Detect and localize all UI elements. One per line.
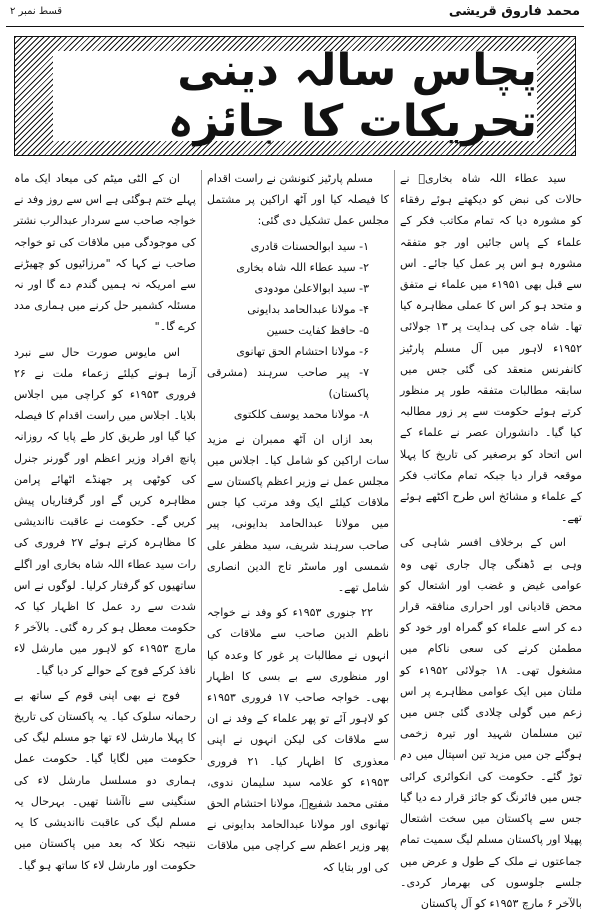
- paragraph: فوج نے بھی اپنی قوم کے ساتھ بے رحمانہ سلوک کیا۔ یہ پاکستان کی تاریخ کا پہلا مارشل لاء تھا جو مسلم لیگ کی حکومت میں لگایا گیا۔ حکومت عمل ہماری دو مسلسل مارشل لاء کی سنگینی سے ناآشنا تھیں۔ بہرحال یہ مسلم لیگ کی عاقبت نااندیشی کا یہ نتیجہ نکلا کہ بعد میں پاکستان میں حکومت اور مارشل لاء کا ساتھ ہو گیا۔: [14, 688, 196, 872]
- paragraph: ان کے الٹی میٹم کی میعاد ایک ماہ پہلے ختم ہوگئی ہے اس سے روز وفد نے خواجہ صاحب سے سردار عبدالرب نشتر کی موجودگی میں ملاقات کی تو خواجہ صاحب نے کہا کہ "مرزائیوں کو چھیڑنے سے امریکہ نہ ہمیں گندم دے گا اور نہ مسئلہ کشمیر حل کرنے میں ہماری مدد کرے گا۔": [14, 172, 196, 334]
- column-divider: [201, 170, 202, 760]
- article-body: [8, 168, 582, 910]
- list-item: ۷- پیر صاحب سرہند (مشرقی پاکستان): [207, 365, 369, 400]
- header-rule: [6, 26, 584, 27]
- list-item: ۴- مولانا عبدالحامد بدایونی: [247, 302, 369, 316]
- paragraph: سید عطاء اللہ شاہ بخاریؒ نے حالات کی نبض کو دیکھتے ہوئے رفقاء کو مشورہ دیا کہ تمام مکاتب فکر کے علماء کے پاس جائیں اور جو متفقہ مشورہ ہو اس پر عمل کیا جائے۔ اس سے قبل بھی ۱۹۵۱ء میں علماء نے متفق و متحد ہو کر اس کا عملی مظاہرہ کیا تھا۔ شاہ جی کی ہدایت پر ۱۳ جولائی ۱۹۵۲ء لاہور میں آل مسلم پارٹیز کانفرنس منعقد کی گئی جس میں سابقہ مطالبات متفقہ طور پر منظور کرتے ہوئے حکومت سے پر زور مطالبہ کیا گیا۔ دانشوران عصر نے علماء کے اس اتحاد کو برصغیر کی تاریخ کا پہلا موقعہ قرار دیا جبکہ تمام مکاتب فکر کے علماء و مشائخ اس طرح اکٹھے ہوئے تھے۔: [400, 172, 582, 525]
- list-item: ۲- سید عطاء اللہ شاہ بخاری: [236, 260, 369, 274]
- list-item: ۱- سید ابوالحسنات قادری: [250, 239, 369, 253]
- list-item: ۳- سید ابوالاعلیٰ مودودی: [254, 281, 369, 295]
- paragraph: بعد ازاں ان آٹھ ممبران نے مزید سات اراکین کو شامل کیا۔ اجلاس میں مجلس عمل نے وزیر اعظم پاکستان سے ملاقات کیلئے ایک وفد مرتب کیا جس میں مولانا عبدالحامد بدایونی، پیر صاحب سرہند شریف، سید مظفر علی شمسی اور ماسٹر تاج الدین انصاری شامل تھے۔: [207, 432, 389, 595]
- page-header: [6, 2, 584, 28]
- paragraph: اس کے برخلاف افسر شاہی کی وہی بے ڈھنگی چال جاری تھی وہ عوامی غیض و غضب اور اشتعال کو محض قادیانی اور احراری منافقہ قرار دے کر اسے علماء کو گمراہ اور خود کو مطمئن کرنے کی سعی ناکام میں مشغول تھی۔ ۱۸ جولائی ۱۹۵۲ء کو ملتان میں ایک عوامی مظاہرے پر اس زعم میں گولی چلادی گئی جس میں تین مسلمان شہید اور تیرہ زخمی ہوگئے جن میں مزید تین اسپتال میں دم توڑ گئے۔ حکومت کی انکوائری کرائی جس میں فائرنگ کو جائز قرار دے دیا گیا جس سے پاکستان میں سخت اشتعال پھیلا اور پاکستان مسلم لیگ سمیت تمام جماعتوں نے ملک کے طول و عرض میں جلسے جلوسوں کی بھرمار کردی۔ بالآخر ۶ مارچ ۱۹۵۳ء کو آل پاکستان: [400, 536, 582, 910]
- list-item: ۸- مولانا محمد یوسف کلکتوی: [233, 407, 369, 421]
- paragraph: اس مایوس صورت حال سے نبرد آزما ہونے کیلئے زعماء ملت نے ۲۶ فروری ۱۹۵۳ء کو کراچی میں اجلاس بلایا۔ اجلاس میں راست اقدام کا فیصلہ کیا گیا اور طریق کار طے پایا کہ روزانہ پانچ افراد وزیر اعظم اور گورنر جنرل کی کوٹھی پر جھنڈے اٹھائے پرامن مظاہرہ کریں گے اور گرفتاریاں پیش کریں گے۔ حکومت نے عاقبت نااندیشی کا مظاہرہ کرتے ہوئے ۲۷ فروری کی رات سید عطاء اللہ شاہ بخاری اور اگلے ساتھیوں کو گرفتار کرلیا۔ لوگوں نے اس شدت سے رد عمل کا اظہار کیا کہ حکومت معطل ہو کر رہ گئی۔ بالآخر ۶ مارچ ۱۹۵۳ء کو لاہور میں مارشل لاء نافذ کرکے فوج کے حوالے کر دیا گیا۔: [14, 345, 197, 677]
- column-left: [14, 168, 197, 872]
- list-item: ۵- حافظ کفایت حسین: [266, 323, 369, 337]
- title-banner: [14, 36, 576, 156]
- column-right: [400, 168, 582, 910]
- committee-members-list: [207, 236, 375, 425]
- title-panel: [53, 45, 537, 147]
- column-divider: [394, 170, 395, 760]
- list-item: ۶- مولانا احتشام الحق تھانوی: [236, 344, 369, 358]
- issue-number: قسط نمبر ۲: [10, 6, 63, 17]
- column-middle: [207, 168, 389, 874]
- paragraph: ۲۲ جنوری ۱۹۵۳ء کو وفد نے خواجہ ناظم الدین صاحب سے ملاقات کی انہوں نے مطالبات پر غور کا وعدہ کیا اور منظوری سے بے بسی کا اظہار بھی۔ خواجہ صاحب ۱۷ فروری ۱۹۵۳ء کو لاہور آئے تو پھر علماء کے وفد نے ان سے ملاقات کی لیکن انہوں نے اپنی معذوری کا اظہار کیا۔ ۲۱ فروری ۱۹۵۳ء کو علامہ سید سلیمان ندوی، مفتی محمد شفیعؒ، مولانا احتشام الحق تھانوی اور مولانا عبدالحامد بدایونی نے پھر وزیر اعظم سے کراچی میں ملاقات کی اور بتایا کہ: [207, 606, 389, 874]
- author-name: محمد فاروق قریشی: [448, 4, 580, 19]
- article-title: پچاس سالہ دینی تحریکات کا جائزہ: [167, 45, 537, 147]
- paragraph: مسلم پارٹیز کنونشن نے راست اقدام کا فیصلہ کیا اور آٹھ اراکین پر مشتمل مجلس عمل تشکیل دی گئی:: [207, 172, 389, 228]
